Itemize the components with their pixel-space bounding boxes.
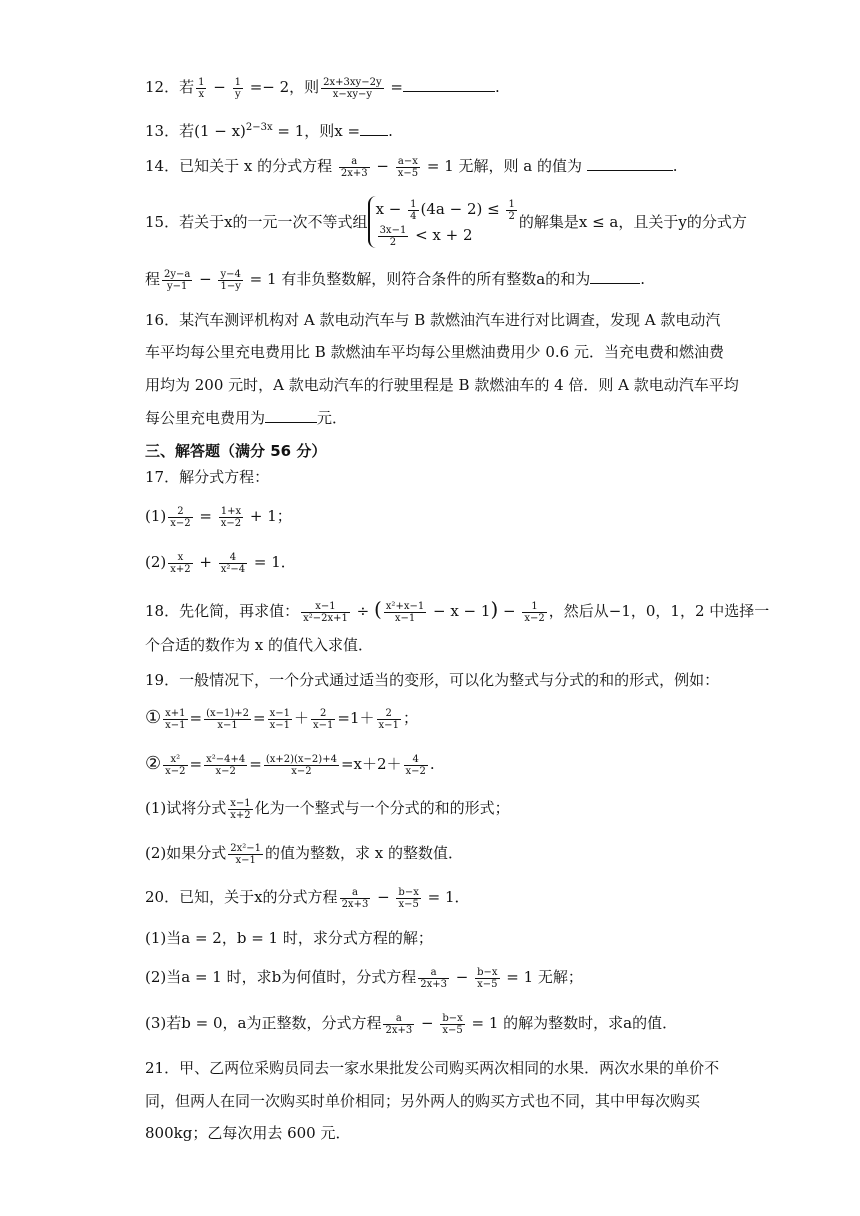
answer-blank[interactable] <box>403 77 495 92</box>
inequality-system: x − $\frac{1}{4}$ (4a − 2) ≤ $\frac{1}{2}$ $\frac{3x-1}{2}$ < x + 2 <box>368 196 519 248</box>
answer-blank[interactable] <box>265 408 317 423</box>
question-15: 15．若关于x的一元一次不等式组 x − $\frac{1}{4}$ (4a − 2) ≤ $\frac{1}{2}$ $\frac{3x-1}{2}$ < x + 2 的解集是x ≤ a，且关于y的分式方 <box>145 196 750 248</box>
fraction: $\frac{1}{y}$ <box>234 76 241 100</box>
answer-blank[interactable] <box>590 269 640 284</box>
section-heading: 三、解答题（满分 56 分） <box>145 442 327 460</box>
question-14: 14．已知关于 x 的分式方程 $\frac{a}{2x+3}$ − $\frac{a-x}{x-5}$ = 1 无解，则 a 的值为 . <box>145 155 678 179</box>
question-19-line1: 19．一般情况下，一个分式通过适当的变形，可以化为整式与分式的和的形式，例如： <box>145 671 720 689</box>
question-16-line1: 16．某汽车测评机构对 A 款电动汽车与 B 款燃油汽车进行对比调查，发现 A 款电动汽 <box>145 311 721 329</box>
question-20-part1: (1)当a = 2，b = 1 时，求分式方程的解； <box>145 929 433 947</box>
question-19-example2: ② $\frac{\text{x²}}{x-2}$ = $\frac{\text{x²−4+4}}{x-2}$ = $\frac{(x+2)(x-2)+4}{x-2}$ =x＋2＋ $\frac{4}{x-2}$ . <box>145 753 435 777</box>
question-17-part1: (1) $\frac{2}{x-2}$ = $\frac{1+x}{x-2}$ + 1； <box>145 505 292 529</box>
fraction: $\frac{a}{2x+3}$ <box>340 155 368 179</box>
question-16-line2: 车平均每公里充电费用比 B 款燃油车平均每公里燃油费用少 0.6 元．当充电费和燃油费 <box>145 343 724 361</box>
fraction: $\frac{a-x}{x-5}$ <box>397 155 419 179</box>
question-16-line3: 用均为 200 元时，A 款电动汽车的行驶里程是 B 款燃油车的 4 倍．则 A 款电动汽车平均 <box>145 376 739 394</box>
question-20-part3: (3)若b = 0，a为正整数，分式方程 $\frac{a}{2x+3}$ − $\frac{b-x}{x-5}$ = 1 的解为整数时，求a的值． <box>145 1012 678 1036</box>
question-21-line3: 800kg；乙每次用去 600 元． <box>145 1124 351 1142</box>
question-16-line4: 每公里充电费用为 元． <box>145 409 348 427</box>
question-12: 12．若 $\frac{1}{x}$ − $\frac{1}{y}$ =− 2，则 $\frac{2x+3xy-2y}{x-xy-y}$ = . <box>145 76 500 100</box>
question-19-example1: ① $\frac{x+1}{x-1}$ = $\frac{(x-1)+2}{x-1}$ = $\frac{x-1}{x-1}$ ＋ $\frac{2}{x-1}$ =1＋ $\frac{2}{x-1}$ ； <box>145 707 418 731</box>
question-21-line2: 同，但两人在同一次购买时单价相同；另外两人的购买方式也不同，其中甲每次购买 <box>145 1092 701 1110</box>
question-19-part2: (2)如果分式 $\frac{\text{2x²−1}}{x-1}$ 的值为整数，求 x 的整数值． <box>145 842 464 866</box>
fraction: $\frac{2x+3xy-2y}{x-xy-y}$ <box>323 76 382 100</box>
question-21-line1: 21．甲、乙两位采购员同去一家水果批发公司购买两次相同的水果．两次水果的单价不 <box>145 1059 720 1077</box>
question-20-line1: 20．已知，关于x的分式方程 $\frac{a}{2x+3}$ − $\frac{b-x}{x-5}$ = 1． <box>145 886 470 910</box>
question-19-part1: (1)试将分式 $\frac{x-1}{x+2}$ 化为一个整式与一个分式的和的形式； <box>145 797 510 821</box>
question-18-line2: 个合适的数作为 x 的值代入求值． <box>145 636 373 654</box>
answer-blank[interactable] <box>587 156 673 171</box>
question-20-part2: (2)当a = 1 时，求b为何值时，分式方程 $\frac{a}{2x+3}$ − $\frac{b-x}{x-5}$ = 1 无解； <box>145 966 583 990</box>
question-17-title: 17．解分式方程： <box>145 468 270 486</box>
answer-blank[interactable] <box>360 121 388 136</box>
question-18-line1: 18．先化简，再求值： $\frac{x-1}{\text{x²−2x+1}}$ ÷ ( $\frac{\text{x²+x−1}}{x-1}$ − x − 1) − $\frac{1}{x-2}$ ，然后从−1，0，1，2 中选择一 <box>145 597 770 624</box>
question-15-line2: 程 $\frac{2y-a}{y-1}$ − $\frac{y-4}{1-y}$ = 1 有非负整数解，则符合条件的所有整数a的和为 . <box>145 268 646 292</box>
fraction: $\frac{1}{x}$ <box>198 76 205 100</box>
question-13: 13．若$(1 - x)^{2-3x} = 1$，则x = . <box>145 122 393 140</box>
question-17-part2: (2) $\frac{x}{x+2}$ + $\frac{4}{\text{x²−4}}$ = 1． <box>145 551 296 575</box>
